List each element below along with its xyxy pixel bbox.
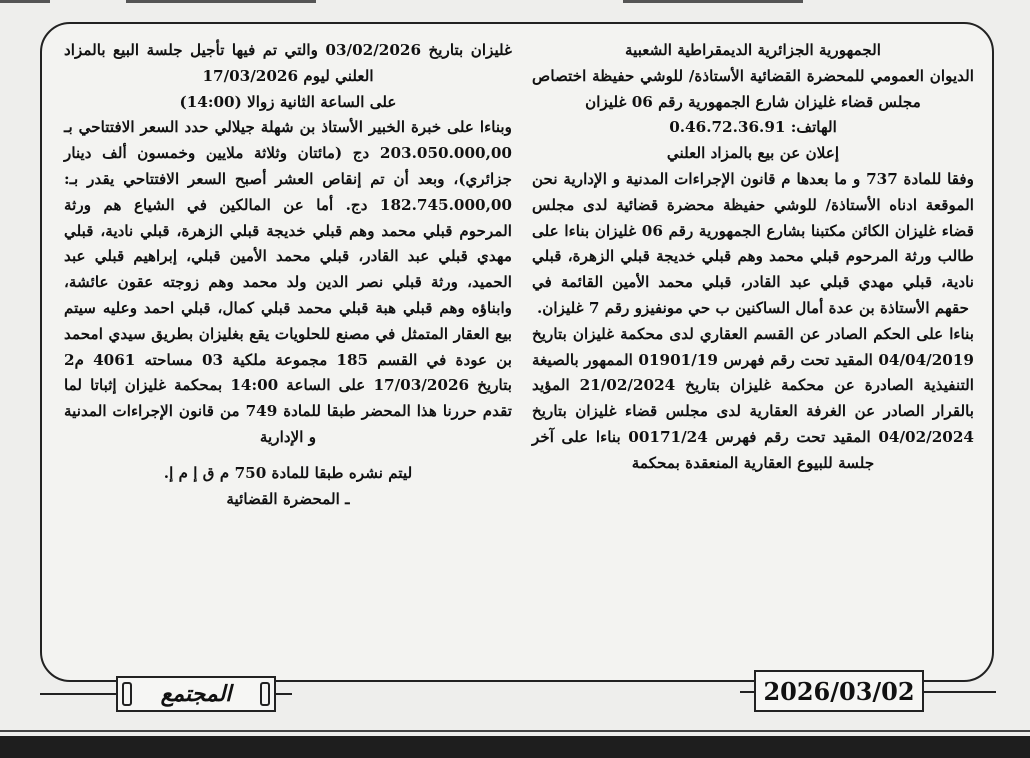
notice-paragraph-judgment: بناءا على الحكم الصادر عن القسم العقاري لدى محكمة غليزان بتاريخ 04/04/2019 المقيد تحت رقم فهرس 01901/19 الممهور بالصيغة التنفيذية الصادرة عن محكمة غليزان بتاريخ 21/02/2024 المؤيد بالقرار الصادر عن الغرفة العقارية لدى مجلس قضاء غليزان بتاريخ 04/02/2024 المقيد تحت رقم فهرس 00171/24 بناءا على آخر جلسة للبيوع العقارية المنعقدة بمحكمة <box>532 324 974 472</box>
notice-paragraph-property: وبناءا على خبرة الخبير الأستاذ بن شهلة جيلالي حدد السعر الافتتاحي بـ 203.050.000,00 دج (مائتان وثلاثة ملايين وخمسون ألف دينار جزائري)، وبعد أن تم إنقاص العشر أصبح السعر الافتتاحي يقدر بـ: 182.745.000,00 دج. أما عن المالكين في الشياع هم ورثة المرحوم قبلي محمد وهم قبلي خديجة قبلي الزهرة، قبلي نادية، قبلي مهدي قبلي عبد القادر، قبلي محمد الأمين قبلي، إبراهيم قبلي عبد الحميد، ورثة قبلي نصر الدين ولد محمد وهم زوجته عقون عائشة، وابناؤه وهم قبلي هبة قبلي محمد قبلي كمال، قبلي احمد وعليه سيتم بيع العقار المتمثل في مصنع للحلويات يقع بغليزان بطريق سيدي امحمد بن عودة في القسم 185 مجموعة ملكية 03 مساحته 4061 م2 بتاريخ 17/03/2026 على الساعة 14:00 بمحكمة غليزان إثباتا لما تقدم حررنا هذا المحضر طبقا للمادة 749 من قانون الإجراءات المدنية و الإدارية <box>64 118 512 446</box>
signature-line: ـ المحضرة القضائية <box>226 489 350 508</box>
notice-paragraph-legal-basis: وفقا للمادة 737 و ما بعدها م قانون الإجراءات المدنية و الإدارية نحن الموقعة ادناه الأستاذة/ للوشي حفيظة محضرة قضائية لدى مجلس قضاء غليزان الكائن مكتبنا بشارع الجمهورية رقم 06 غليزان بناءا على طالب ورثة المرحوم قبلي محمد وهم قبلي خديجة قبلي الزهرة، قبلي نادية، قبلي مهدي قبلي عبد القادر، قبلي محمد الأمين القائمة في حقهم الأستاذة بن عدة أمال الساكنين ب حي مونفيزو رقم 7 غليزان. <box>532 169 974 317</box>
footer-rule-right <box>924 691 996 693</box>
notice-left-column <box>64 38 512 512</box>
publication-clause: ليتم نشره طبقا للمادة 750 م ق إ م إ. <box>163 463 413 482</box>
footer-rule-mid <box>276 693 292 695</box>
top-rule <box>0 0 1030 8</box>
publication-date: 2026/03/02 <box>754 670 924 712</box>
page-bottom-bar <box>0 736 1030 758</box>
notice-title: إعلان عن بيع بالمزاد العلني <box>666 144 840 163</box>
phone-number: الهاتف: 0.46.72.36.91 <box>669 118 837 137</box>
bailiff-office: الديوان العمومي للمحضرة القضائية الأستاذة/ للوشي حفيظة اختصاص مجلس قضاء غليزان شارع الجمهورية رقم 06 غليزان <box>532 66 974 111</box>
session-time: على الساعة الثانية زوالا (14:00) <box>179 92 397 111</box>
footer-rule-left <box>40 693 116 695</box>
auction-notice-box <box>40 22 994 682</box>
footer-rule-date-left <box>740 691 754 693</box>
notice-right-column <box>532 38 974 477</box>
session-date: غليزان بتاريخ 03/02/2026 والتي تم فيها تأجيل جلسة البيع بالمزاد العلني ليوم 17/03/2026 <box>64 41 512 85</box>
newspaper-logo: المجتمع <box>116 676 276 712</box>
republic-header: الجمهورية الجزائرية الديمقراطية الشعبية <box>624 41 882 59</box>
